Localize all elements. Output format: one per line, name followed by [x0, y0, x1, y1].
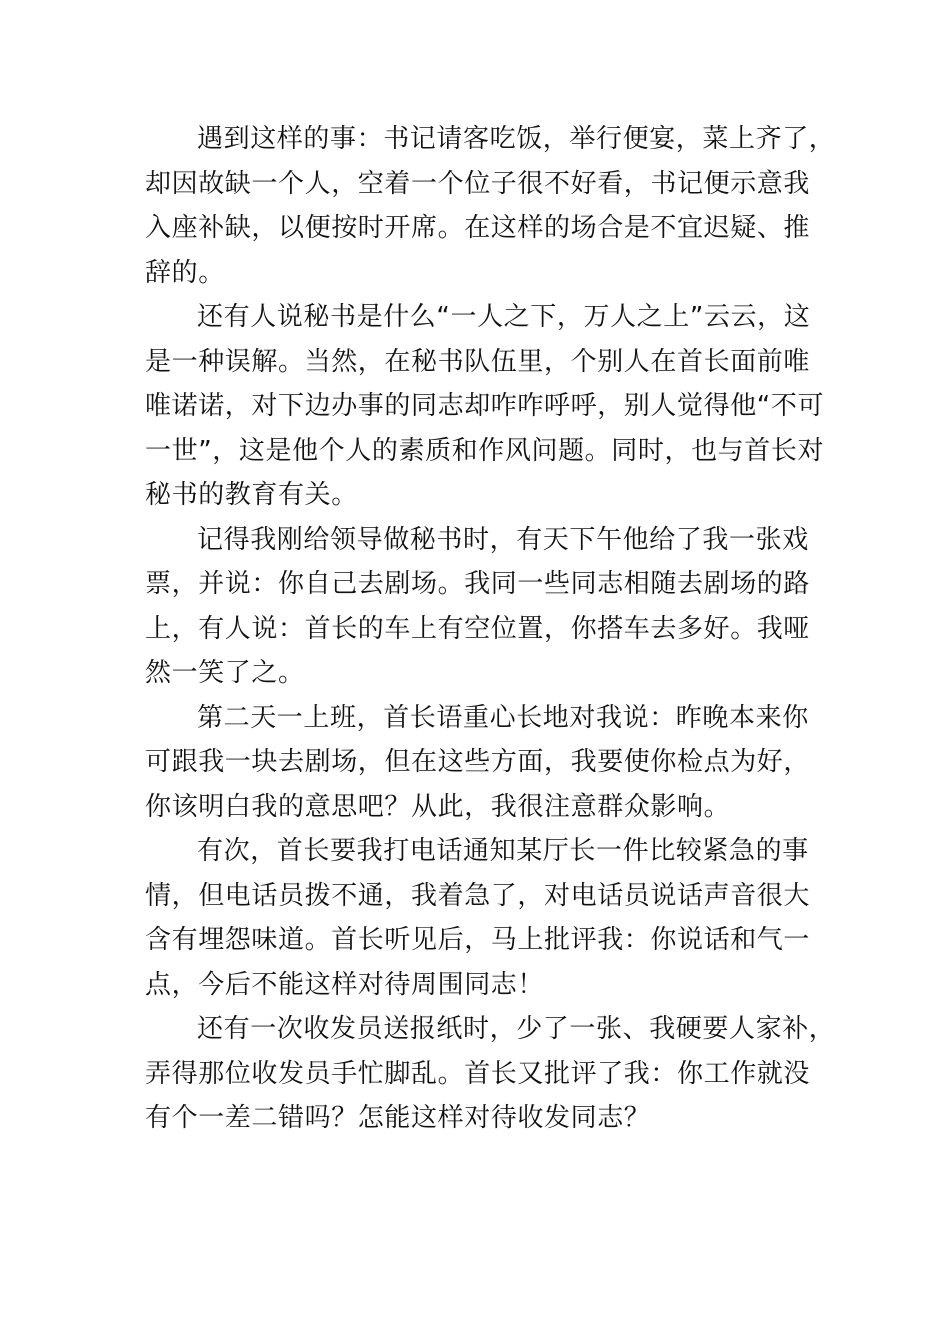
text-line: 点，今后不能这样对待周围同志！: [145, 969, 545, 1000]
text-line: 含有埋怨味道。首长听见后，马上批评我：你说话和气一: [145, 925, 811, 955]
text-line: 记得我刚给领导做秘书时，有天下午他给了我一张戏: [197, 524, 809, 555]
text-line: 有个一差二错吗？怎能这样对待收发同志？: [145, 1103, 651, 1133]
text-line: 辞的。: [145, 257, 225, 288]
text-line: 还有一次收发员送报纸时，少了一张、我硬要人家补，: [197, 1014, 836, 1044]
text-line: 却因故缺一个人，空着一个位子很不好看，书记便示意我: [145, 168, 811, 199]
text-line: 可跟我一块去剧场，但在这些方面，我要使你检点为好，: [145, 747, 811, 777]
text-line: 第二天一上班，首长语重心长地对我说：昨晚本来你: [197, 702, 809, 733]
document-body: [145, 117, 835, 1141]
text-line: 然一笑了之。: [145, 658, 305, 688]
paragraph-6: [145, 1007, 835, 1141]
text-line: 你该明白我的意思吧？从此，我很注意群众影响。: [145, 791, 731, 822]
text-line: 票，并说：你自己去剧场。我同一些同志相随去剧场的路: [145, 569, 811, 599]
text-line: 有次，首长要我打电话通知某厅长一件比较紧急的事: [197, 836, 809, 866]
paragraph-1: [145, 117, 835, 295]
text-line: 唯诺诺，对下边办事的同志却咋咋呼呼，别人觉得他“不可: [145, 391, 825, 421]
text-line: 上，有人说：首长的车上有空位置，你搭车去多好。我哑: [145, 613, 811, 644]
text-line: 还有人说秘书是什么“一人之下，万人之上”云云，这: [197, 302, 811, 332]
text-line: 一世”，这是他个人的素质和作风问题。同时，也与首长对: [145, 435, 825, 466]
text-line: 秘书的教育有关。: [145, 480, 358, 510]
paragraph-5: [145, 829, 835, 1007]
text-line: 是一种误解。当然，在秘书队伍里，个别人在首长面前唯: [145, 346, 811, 377]
paragraph-3: [145, 518, 835, 696]
text-line: 遇到这样的事：书记请客吃饭，举行便宴，菜上齐了，: [197, 124, 836, 154]
paragraph-4: [145, 696, 835, 830]
text-line: 情，但电话员拨不通，我着急了，对电话员说话声音很大: [145, 880, 811, 911]
text-line: 弄得那位收发员手忙脚乱。首长又批评了我：你工作就没: [145, 1058, 811, 1089]
text-line: 入座补缺，以便按时开席。在这样的场合是不宜迟疑、推: [145, 213, 811, 243]
paragraph-2: [145, 295, 835, 518]
